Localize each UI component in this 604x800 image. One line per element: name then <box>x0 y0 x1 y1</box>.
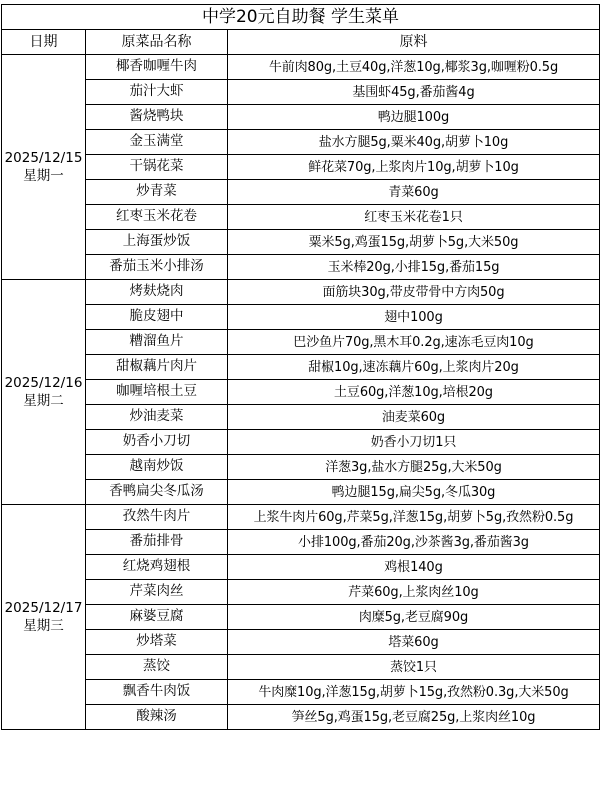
dish-name: 番茄玉米小排汤 <box>86 255 228 280</box>
table-row <box>2 355 600 380</box>
table-row <box>2 505 600 530</box>
dish-ingredients: 鸭边腿100g <box>228 105 600 130</box>
table-row <box>2 80 600 105</box>
date-text: 2025/12/17 <box>4 599 83 616</box>
table-row <box>2 480 600 505</box>
dish-ingredients: 鸭边腿15g,扁尖5g,冬瓜30g <box>228 480 600 505</box>
table-row <box>2 255 600 280</box>
dish-name: 红枣玉米花卷 <box>86 205 228 230</box>
dish-ingredients: 油麦菜60g <box>228 405 600 430</box>
dish-name: 芹菜肉丝 <box>86 580 228 605</box>
dish-ingredients: 翅中100g <box>228 305 600 330</box>
table-row <box>2 205 600 230</box>
dish-name: 麻婆豆腐 <box>86 605 228 630</box>
table-row <box>2 605 600 630</box>
dish-ingredients: 粟米5g,鸡蛋15g,胡萝卜5g,大米50g <box>228 230 600 255</box>
dish-ingredients: 洋葱3g,盐水方腿25g,大米50g <box>228 455 600 480</box>
date-cell <box>2 55 86 280</box>
dish-name: 越南炒饭 <box>86 455 228 480</box>
table-row <box>2 180 600 205</box>
dish-name: 金玉满堂 <box>86 130 228 155</box>
dish-name: 飘香牛肉饭 <box>86 680 228 705</box>
dish-name: 红烧鸡翅根 <box>86 555 228 580</box>
dish-name: 蒸饺 <box>86 655 228 680</box>
table-row <box>2 380 600 405</box>
header-ingredients: 原料 <box>228 30 600 55</box>
dish-ingredients: 玉米棒20g,小排15g,番茄15g <box>228 255 600 280</box>
dish-name: 番茄排骨 <box>86 530 228 555</box>
dish-ingredients: 青菜60g <box>228 180 600 205</box>
menu-title: 中学20元自助餐 学生菜单 <box>2 5 600 30</box>
dish-ingredients: 鸡根140g <box>228 555 600 580</box>
dish-name: 孜然牛肉片 <box>86 505 228 530</box>
dish-name: 酱烧鸭块 <box>86 105 228 130</box>
dish-ingredients: 牛前肉80g,土豆40g,洋葱10g,椰浆3g,咖喱粉0.5g <box>228 55 600 80</box>
dish-name: 糟溜鱼片 <box>86 330 228 355</box>
dish-name: 干锅花菜 <box>86 155 228 180</box>
dish-ingredients: 笋丝5g,鸡蛋15g,老豆腐25g,上浆肉丝10g <box>228 705 600 730</box>
table-row <box>2 330 600 355</box>
dish-name: 茄汁大虾 <box>86 80 228 105</box>
dish-ingredients: 奶香小刀切1只 <box>228 430 600 455</box>
dish-ingredients: 甜椒10g,速冻藕片60g,上浆肉片20g <box>228 355 600 380</box>
dish-ingredients: 蒸饺1只 <box>228 655 600 680</box>
dish-name: 上海蛋炒饭 <box>86 230 228 255</box>
dish-name: 香鸭扁尖冬瓜汤 <box>86 480 228 505</box>
dish-name: 炒油麦菜 <box>86 405 228 430</box>
dish-ingredients: 塔菜60g <box>228 630 600 655</box>
dish-name: 炒塔菜 <box>86 630 228 655</box>
dish-ingredients: 牛肉糜10g,洋葱15g,胡萝卜15g,孜然粉0.3g,大米50g <box>228 680 600 705</box>
table-row <box>2 55 600 80</box>
dish-name: 甜椒藕片肉片 <box>86 355 228 380</box>
date-cell <box>2 505 86 730</box>
dish-ingredients: 基围虾45g,番茄酱4g <box>228 80 600 105</box>
title-row <box>2 5 600 30</box>
table-row <box>2 230 600 255</box>
table-row <box>2 455 600 480</box>
header-date: 日期 <box>2 30 86 55</box>
table-row <box>2 630 600 655</box>
menu-sheet <box>1 4 599 730</box>
table-row <box>2 555 600 580</box>
dish-ingredients: 盐水方腿5g,粟米40g,胡萝卜10g <box>228 130 600 155</box>
table-row <box>2 305 600 330</box>
date-cell <box>2 280 86 505</box>
dish-name: 酸辣汤 <box>86 705 228 730</box>
table-row <box>2 405 600 430</box>
weekday-text: 星期三 <box>23 618 64 634</box>
table-row <box>2 655 600 680</box>
dish-ingredients: 鲜花菜70g,上浆肉片10g,胡萝卜10g <box>228 155 600 180</box>
date-text: 2025/12/15 <box>4 149 83 166</box>
table-row <box>2 130 600 155</box>
table-row <box>2 280 600 305</box>
dish-name: 烤麸烧肉 <box>86 280 228 305</box>
table-row <box>2 530 600 555</box>
dish-ingredients: 面筋块30g,带皮带骨中方肉50g <box>228 280 600 305</box>
table-row <box>2 105 600 130</box>
header-dish: 原菜品名称 <box>86 30 228 55</box>
dish-name: 椰香咖喱牛肉 <box>86 55 228 80</box>
dish-ingredients: 巴沙鱼片70g,黑木耳0.2g,速冻毛豆肉10g <box>228 330 600 355</box>
dish-name: 咖喱培根土豆 <box>86 380 228 405</box>
dish-ingredients: 小排100g,番茄20g,沙茶酱3g,番茄酱3g <box>228 530 600 555</box>
dish-name: 脆皮翅中 <box>86 305 228 330</box>
table-row <box>2 705 600 730</box>
weekday-text: 星期一 <box>23 168 64 184</box>
table-row <box>2 680 600 705</box>
dish-ingredients: 芹菜60g,上浆肉丝10g <box>228 580 600 605</box>
dish-ingredients: 肉糜5g,老豆腐90g <box>228 605 600 630</box>
table-row <box>2 580 600 605</box>
table-row <box>2 430 600 455</box>
dish-name: 奶香小刀切 <box>86 430 228 455</box>
table-row <box>2 155 600 180</box>
weekday-text: 星期二 <box>23 393 64 409</box>
dish-ingredients: 上浆牛肉片60g,芹菜5g,洋葱15g,胡萝卜5g,孜然粉0.5g <box>228 505 600 530</box>
header-row <box>2 30 600 55</box>
dish-name: 炒青菜 <box>86 180 228 205</box>
menu-table <box>1 4 600 730</box>
dish-ingredients: 红枣玉米花卷1只 <box>228 205 600 230</box>
date-text: 2025/12/16 <box>4 374 83 391</box>
dish-ingredients: 土豆60g,洋葱10g,培根20g <box>228 380 600 405</box>
